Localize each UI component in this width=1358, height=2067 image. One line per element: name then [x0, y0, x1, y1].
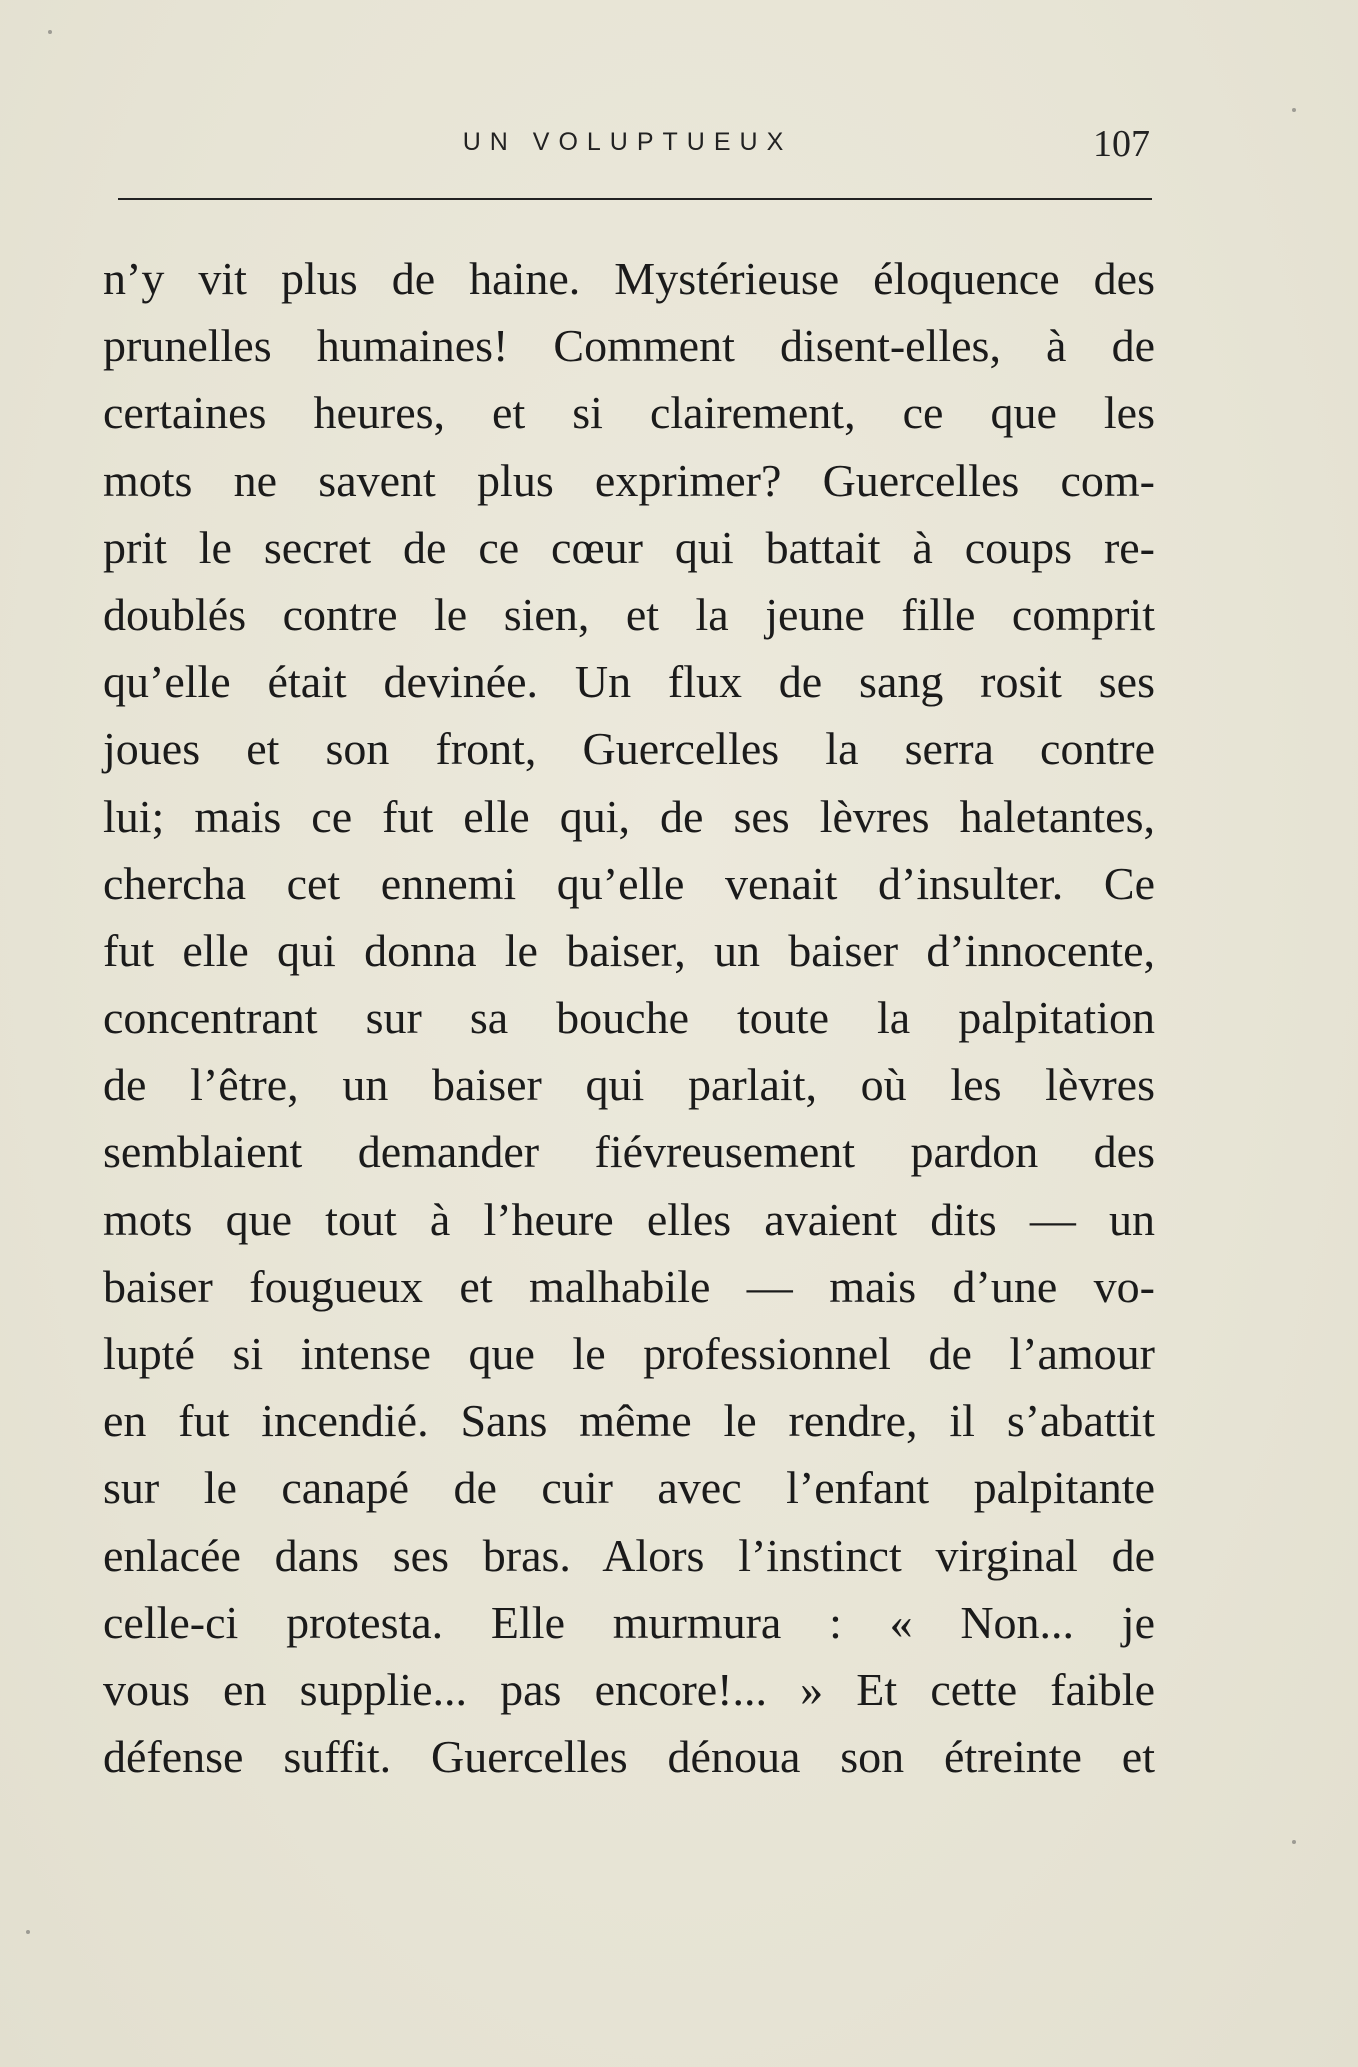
- paper-speck: [1292, 1840, 1296, 1844]
- running-head: UN VOLUPTUEUX: [462, 128, 793, 156]
- page-number: 107: [1093, 123, 1150, 165]
- text-line: prit le secret de ce cœur qui battait à coups re-: [103, 521, 1155, 573]
- text-line: lupté si intense que le professionnel de l’amour: [103, 1328, 1155, 1379]
- text-line: doublés contre le sien, et la jeune fille comprit: [103, 588, 1155, 640]
- text-line: mots que tout à l’heure elles avaient dits — un: [103, 1193, 1155, 1245]
- paper-speck: [48, 30, 52, 34]
- paper-speck: [1292, 108, 1296, 112]
- text-line: lui; mais ce fut elle qui, de ses lèvres haletantes,: [103, 790, 1155, 842]
- text-line: qu’elle était devinée. Un flux de sang rosit ses: [103, 656, 1155, 708]
- text-line: en fut incendié. Sans même le rendre, il s’abattit: [103, 1395, 1155, 1447]
- paper-speck: [26, 1930, 30, 1934]
- text-line: vous en supplie... pas encore!... » Et cette faible: [103, 1663, 1155, 1715]
- text-line: baiser fougueux et malhabile — mais d’une vo-: [103, 1260, 1155, 1312]
- text-line: celle-ci protesta. Elle murmura : « Non... je: [103, 1596, 1155, 1648]
- text-line: de l’être, un baiser qui parlait, où les lèvres: [103, 1059, 1155, 1111]
- text-line: prunelles humaines! Comment disent-elles, à de: [103, 320, 1155, 372]
- text-line: mots ne savent plus exprimer? Guercelles com-: [103, 454, 1155, 506]
- page-header: [105, 118, 1150, 178]
- text-line: sur le canapé de cuir avec l’enfant palpitante: [103, 1462, 1155, 1514]
- text-line: fut elle qui donna le baiser, un baiser d’innocente,: [103, 924, 1155, 976]
- text-line: certaines heures, et si clairement, ce que les: [103, 387, 1155, 439]
- body-text: [103, 245, 1155, 1790]
- text-line: chercha cet ennemi qu’elle venait d’insulter. Ce: [103, 857, 1155, 909]
- text-line: concentrant sur sa bouche toute la palpitation: [103, 992, 1155, 1044]
- text-line: enlacée dans ses bras. Alors l’instinct virginal de: [103, 1529, 1155, 1581]
- header-rule: [118, 198, 1152, 200]
- text-line: semblaient demander fiévreusement pardon des: [103, 1126, 1155, 1178]
- text-line: défense suffit. Guercelles dénoua son étreinte et: [103, 1731, 1155, 1783]
- text-line: joues et son front, Guercelles la serra contre: [103, 723, 1155, 775]
- text-line: n’y vit plus de haine. Mystérieuse éloquence des: [103, 253, 1155, 304]
